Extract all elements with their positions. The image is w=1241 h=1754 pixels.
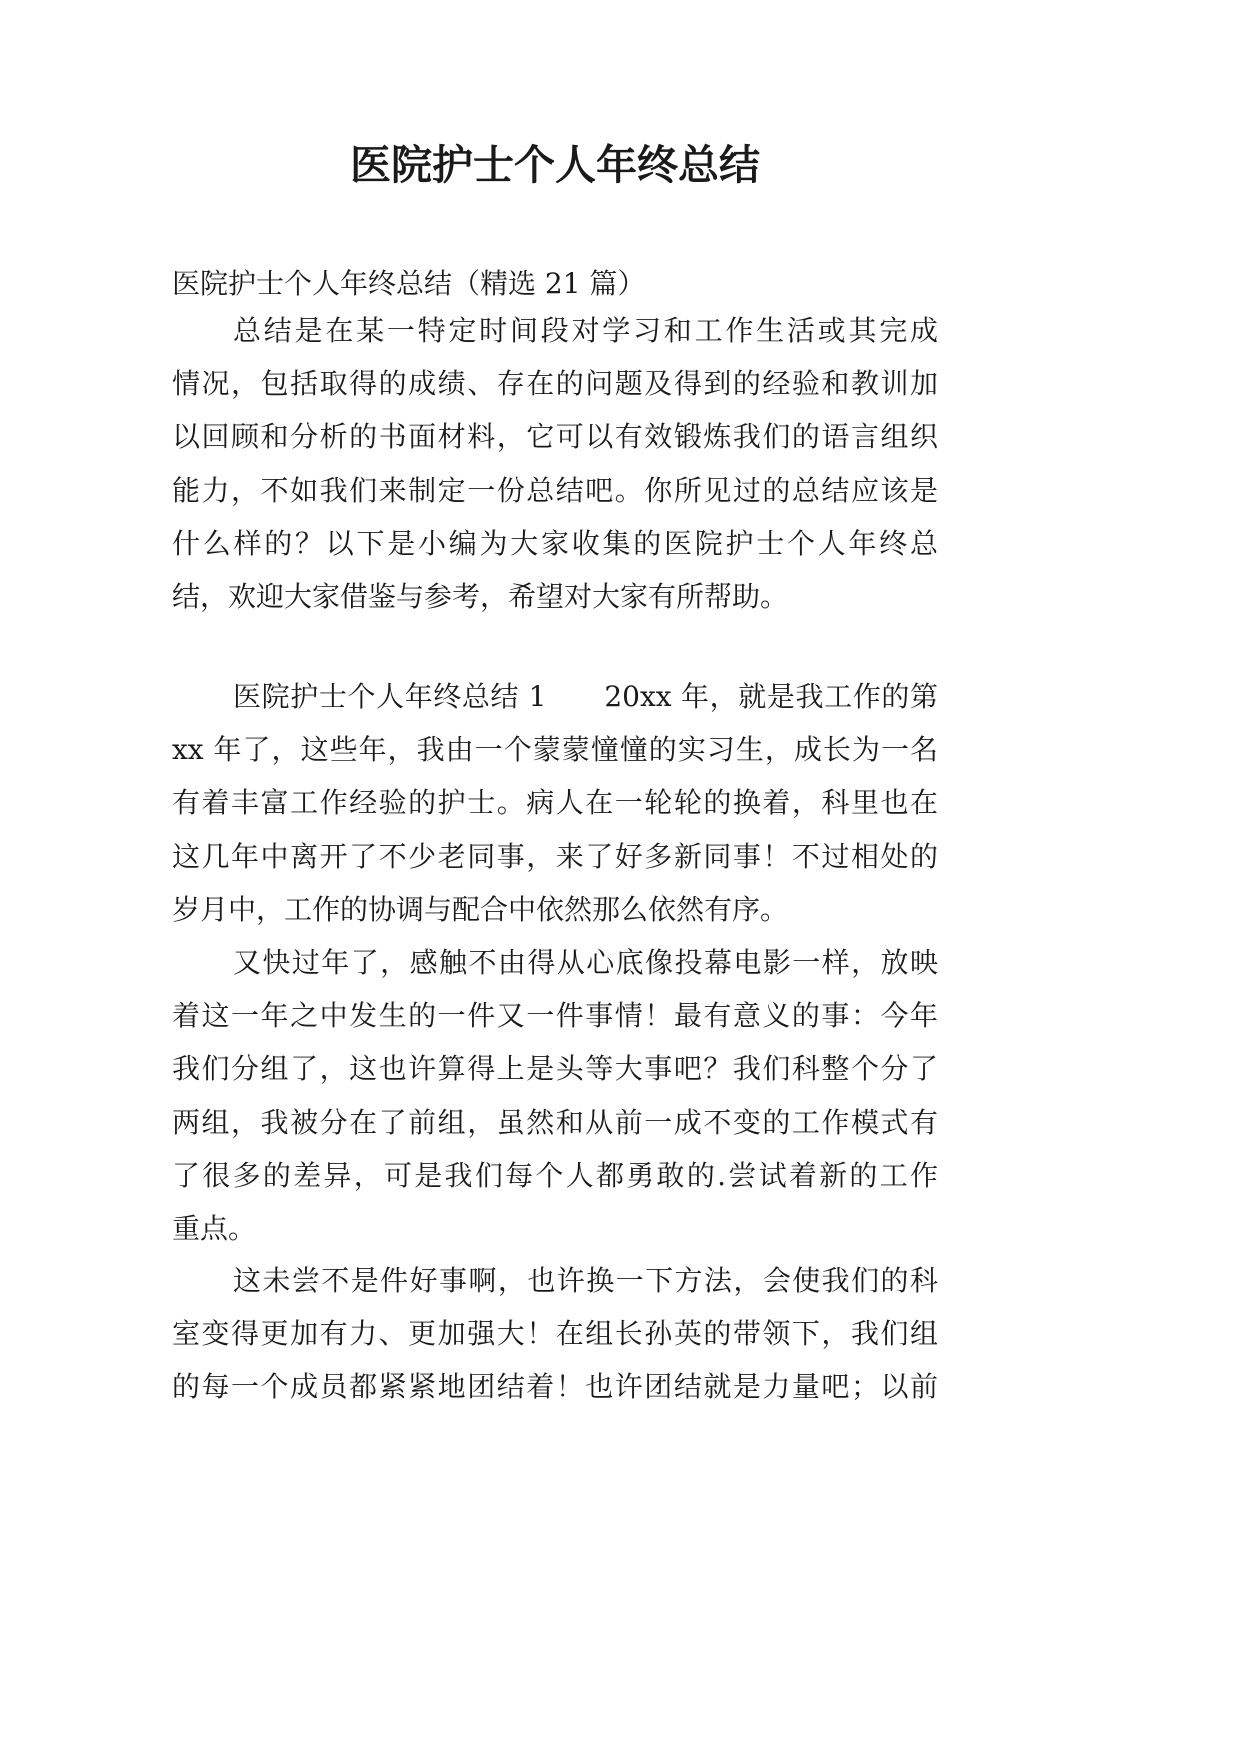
text-line: 以回顾和分析的书面材料，它可以有效锻炼我们的语言组织 (172, 420, 938, 454)
paragraph-summary-1 (172, 670, 938, 936)
document-title: 医院护士个人年终总结 (350, 141, 760, 189)
text-line: 这未尝不是件好事啊，也许换一下方法，会使我们的科 (233, 1264, 938, 1297)
paragraph-body (172, 1254, 938, 1414)
text-line: 两组，我被分在了前组，虽然和从前一成不变的工作模式有 (172, 1105, 938, 1139)
text-line: 情况，包括取得的成绩、存在的问题及得到的经验和教训加 (172, 367, 938, 401)
text-line: 有着丰富工作经验的护士。病人在一轮轮的换着，科里也在 (172, 786, 938, 820)
text-line: xx 年了，这些年，我由一个蒙蒙憧憧的实习生，成长为一名 (172, 733, 938, 767)
text-line: 岁月中，工作的协调与配合中依然那么依然有序。 (172, 892, 789, 926)
text-line: 重点。 (172, 1211, 257, 1245)
text-line: 什么样的？以下是小编为大家收集的医院护士个人年终总 (172, 526, 938, 560)
document-page (172, 0, 938, 1754)
document-subtitle: 医院护士个人年终总结（精选 21 篇） (172, 267, 646, 300)
text-line: 能力，不如我们来制定一份总结吧。你所见过的总结应该是 (172, 473, 938, 507)
text-line: 这几年中离开了不少老同事，来了好多新同事！不过相处的 (172, 839, 938, 873)
text-line: 总结是在某一特定时间段对学习和工作生活或其完成 (233, 314, 938, 347)
text-line: 的每一个成员都紧紧地团结着！也许团结就是力量吧；以前 (172, 1370, 938, 1404)
text-line: 结，欢迎大家借鉴与参考，希望对大家有所帮助。 (172, 579, 789, 613)
text-line: 室变得更加有力、更加强大！在组长孙英的带领下，我们组 (172, 1317, 938, 1351)
paragraph-intro (172, 304, 938, 623)
text-line: 我们分组了，这也许算得上是头等大事吧？我们科整个分了 (172, 1052, 938, 1086)
text-line: 医院护士个人年终总结 1 20xx 年，就是我工作的第 (233, 680, 938, 713)
text-line: 着这一年之中发生的一件又一件事情！最有意义的事：今年 (172, 999, 938, 1033)
text-line: 了很多的差异，可是我们每个人都勇敢的.尝试着新的工作 (172, 1158, 938, 1192)
text-line: 又快过年了，感触不由得从心底像投幕电影一样，放映 (233, 946, 938, 979)
paragraph-body (172, 936, 938, 1255)
